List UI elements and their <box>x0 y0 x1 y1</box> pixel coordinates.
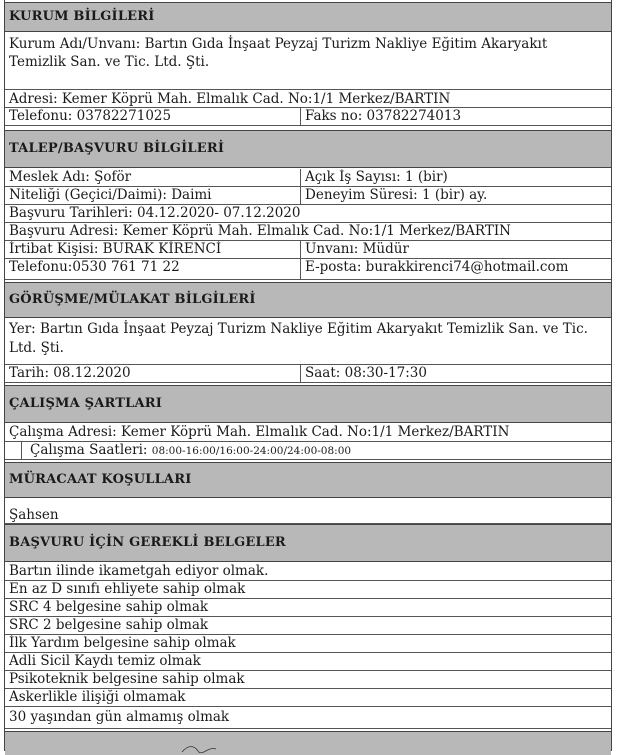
work-hours-label: Çalışma Saatleri: <box>30 442 152 458</box>
job-title: Meslek Adı: Şoför <box>5 169 301 186</box>
open-positions: Açık İş Sayısı: 1 (bir) <box>305 169 448 185</box>
section-title: TALEP/BAŞVURU BİLGİLERİ <box>9 141 225 156</box>
section-header-muracaat <box>5 462 611 498</box>
interview-date: Tarih: 08.12.2020 <box>5 365 301 382</box>
job-row-2 <box>5 187 611 205</box>
document-item: En az D sınıfı ehliyete sahip olmak <box>5 581 611 599</box>
section-header-gorusme <box>5 282 611 318</box>
work-hours-row <box>5 442 611 460</box>
section-title: BAŞVURU İÇİN GEREKLİ BELGELER <box>9 535 286 550</box>
experience: Deneyim Süresi: 1 (bir) ay. <box>305 187 488 203</box>
interview-location <box>5 319 611 365</box>
work-hours-value: 08:00-16:00/16:00-24:00/24:00-08:00 <box>151 445 352 457</box>
document-item: Adli Sicil Kaydı temiz olmak <box>5 653 611 671</box>
work-address: Çalışma Adresi: Kemer Köprü Mah. Elmalık Cad. No:1/1 Merkez/BARTIN <box>5 424 611 442</box>
section-header-kurum <box>5 2 611 32</box>
institution-fax: Faks no: 03782274013 <box>305 108 462 124</box>
document-item: SRC 4 belgesine sahip olmak <box>5 599 611 617</box>
interview-location-line2: Ltd. Şti. <box>9 340 64 356</box>
job-row-1 <box>5 169 611 187</box>
section-header-next <box>5 731 611 755</box>
contact-phone: Telefonu:0530 761 71 22 <box>5 259 301 279</box>
contact-row-2 <box>5 259 611 280</box>
institution-contact-row <box>5 108 611 126</box>
section-title: MÜRACAAT KOŞULLARI <box>9 472 192 487</box>
document-item: Bartın ilinde ikametgah ediyor olmak. <box>5 563 611 581</box>
institution-name <box>5 32 611 90</box>
section-title: ÇALIŞMA ŞARTLARI <box>9 396 163 411</box>
interview-time: Saat: 08:30-17:30 <box>305 365 427 381</box>
contact-title: Unvanı: Müdür <box>305 241 409 257</box>
section-title: GÖRÜŞME/MÜLAKAT BİLGİLERİ <box>9 292 256 307</box>
job-type: Niteliği (Geçici/Daimi): Daimi <box>5 187 301 204</box>
contact-row-1 <box>5 241 611 259</box>
document-item: Psikoteknik belgesine sahip olmak <box>5 671 611 689</box>
institution-phone: Telefonu: 03782271025 <box>5 108 301 125</box>
signature-mark <box>180 743 220 753</box>
application-address: Başvuru Adresi: Kemer Köprü Mah. Elmalık Cad. No:1/1 Merkez/BARTIN <box>5 223 611 241</box>
application-dates: Başvuru Tarihleri: 04.12.2020- 07.12.2020 <box>5 205 611 223</box>
work-hours <box>21 442 351 459</box>
document-item: SRC 2 belgesine sahip olmak <box>5 617 611 635</box>
interview-datetime-row <box>5 365 611 383</box>
section-header-talep <box>5 130 611 168</box>
institution-name-line1: Kurum Adı/Unvanı: Bartın Gıda İnşaat Peyzaj Turizm Nakliye Eğitim Akaryakıt <box>9 36 548 52</box>
document-item: 30 yaşından gün almamış olmak <box>5 707 611 729</box>
document-item: İlk Yardım belgesine sahip olmak <box>5 635 611 653</box>
institution-address: Adresi: Kemer Köprü Mah. Elmalık Cad. No:1/1 Merkez/BARTIN <box>5 90 611 108</box>
form-sheet <box>4 0 612 751</box>
interview-location-line1: Yer: Bartın Gıda İnşaat Peyzaj Turizm Nakliye Eğitim Akaryakıt Temizlik San. ve Tic. <box>9 321 588 337</box>
document-item: Askerlikle ilişiği olmamak <box>5 689 611 707</box>
institution-name-line2: Temizlik San. ve Tic. Ltd. Şti. <box>9 54 210 70</box>
application-method: Şahsen <box>5 505 611 524</box>
contact-person: İrtibat Kişisi: BURAK KİRENCİ <box>5 241 301 258</box>
section-title: KURUM BİLGİLERİ <box>9 9 155 24</box>
section-header-calisma <box>5 385 611 423</box>
contact-email: E-posta: burakkirenci74@hotmail.com <box>305 259 569 275</box>
section-header-belgeler <box>5 524 611 562</box>
